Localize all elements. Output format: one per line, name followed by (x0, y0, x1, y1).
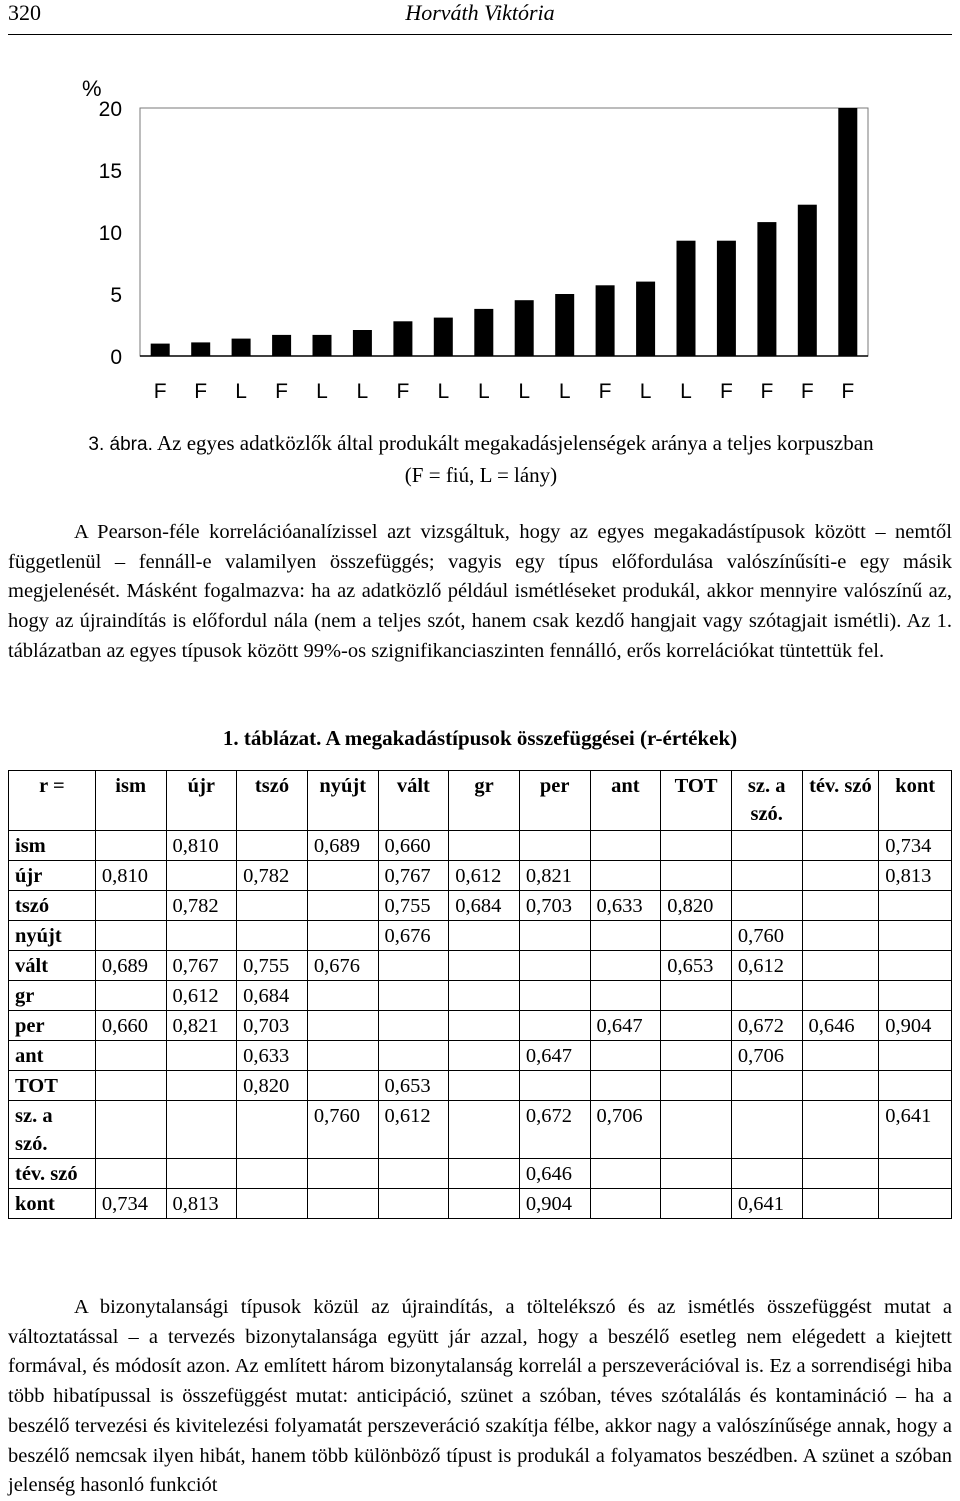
x-tick-label: F (760, 380, 774, 403)
column-header: TOT (661, 771, 732, 831)
table-cell (879, 951, 952, 981)
table-cell: 0,653 (378, 1071, 449, 1101)
x-tick-label: F (598, 380, 612, 403)
table-cell (661, 1041, 732, 1071)
table-cell (307, 861, 378, 891)
correlation-table (8, 770, 952, 1219)
x-tick-label: L (518, 380, 531, 403)
table-cell (879, 921, 952, 951)
row-header: ism (9, 831, 96, 861)
x-tick-label: L (680, 380, 692, 403)
column-header: tszó (237, 771, 308, 831)
column-header: kont (879, 771, 952, 831)
table-cell (307, 921, 378, 951)
table-cell (307, 981, 378, 1011)
table-cell: 0,734 (95, 1189, 166, 1219)
x-tick-label: L (477, 380, 490, 403)
row-header: ant (9, 1041, 96, 1071)
bar (272, 335, 291, 356)
table-cell: 0,782 (237, 861, 308, 891)
table-cell: 0,633 (590, 891, 661, 921)
table-cell (731, 831, 802, 861)
figure-caption (14, 428, 948, 491)
table-cell (378, 1011, 449, 1041)
table-cell (449, 1101, 520, 1159)
table-cell (590, 1071, 661, 1101)
row-header: sz. a szó. (9, 1101, 96, 1159)
paragraph-2-text: A bizonytalansági típusok közül az újraindítás, a töltelékszó és az ismétlés összefüggést mutat a változtatással – a tervezés bizonytalansága együtt jár azzal, hogy a beszélő esetleg nem elégedett a kiejtett formával, és módosít azon. Az említett három bizonytalanság korrelál a perszeverációval is. Ez a sorrendiségi hiba több hibatípussal is összefüggést mutat: anticipáció, szünet a szóban, téves szótalálás és kontamináció – ha a beszélő tervezési és kivitelezési folyamatát perszeveráció szakítja félbe, akkor nagy a valószínűsége annak, hogy a beszélő nemcsak ilyen hibát, hanem több különböző típust is produkál a folyamatos beszédben. A szünet a szóban jelenség hasonló funkciót (8, 1296, 952, 1497)
table-cell: 0,676 (307, 951, 378, 981)
table-cell (519, 1071, 590, 1101)
x-tick-label: L (356, 380, 369, 403)
table-cell (378, 1041, 449, 1071)
bar (151, 344, 170, 356)
table-cell (449, 1189, 520, 1219)
table-cell (95, 1071, 166, 1101)
x-tick-label: L (235, 380, 247, 403)
table-title: 1. táblázat. A megakadástípusok összefüggései (r-értékek) (222, 726, 738, 750)
table-cell (237, 831, 308, 861)
table-cell: 0,821 (166, 1011, 237, 1041)
table-cell: 0,703 (519, 891, 590, 921)
table-cell (449, 1011, 520, 1041)
table-cell: 0,633 (237, 1041, 308, 1071)
table-cell (590, 981, 661, 1011)
table-cell (590, 1189, 661, 1219)
paragraph-2 (8, 1293, 952, 1501)
column-header: nyújt (307, 771, 378, 831)
table-row (9, 831, 952, 861)
table-cell (237, 1101, 308, 1159)
table-row (9, 1041, 952, 1071)
table-cell: 0,672 (519, 1101, 590, 1159)
table-cell (449, 831, 520, 861)
table-row (9, 981, 952, 1011)
table-cell (802, 1159, 879, 1189)
bar (555, 294, 574, 356)
table-cell (166, 1071, 237, 1101)
table-cell: 0,810 (95, 861, 166, 891)
bar (353, 330, 372, 356)
table-cell (661, 1189, 732, 1219)
table-cell (95, 891, 166, 921)
table-row (9, 1011, 952, 1041)
table-cell (731, 1071, 802, 1101)
page-number: 320 (8, 0, 41, 25)
column-header: sz. a szó. (731, 771, 802, 831)
table-row (9, 861, 952, 891)
table-row (9, 951, 952, 981)
table-cell (661, 1101, 732, 1159)
table-cell (237, 1159, 308, 1189)
x-tick-label: F (719, 380, 733, 403)
x-tick-label: F (275, 380, 289, 403)
table-cell (449, 921, 520, 951)
table-cell (166, 861, 237, 891)
table-cell (307, 891, 378, 921)
table-cell (802, 1189, 879, 1219)
table-cell: 0,904 (879, 1011, 952, 1041)
table-cell (590, 951, 661, 981)
table-cell (166, 921, 237, 951)
column-header: r = (9, 771, 96, 831)
table-cell (95, 981, 166, 1011)
table-cell (802, 1071, 879, 1101)
x-tick-label: F (153, 380, 167, 403)
table-cell: 0,612 (378, 1101, 449, 1159)
bar (838, 108, 857, 356)
table-cell (307, 1071, 378, 1101)
bar (313, 335, 332, 356)
table-cell (879, 891, 952, 921)
table-cell (519, 831, 590, 861)
x-tick-label: L (316, 380, 328, 403)
bar (191, 342, 210, 356)
x-tick-label: F (841, 380, 855, 403)
x-tick-label: L (437, 380, 450, 403)
table-cell (449, 981, 520, 1011)
row-header: per (9, 1011, 96, 1041)
table-cell (166, 1041, 237, 1071)
table-cell (95, 1041, 166, 1071)
table-cell (661, 861, 732, 891)
table-cell (166, 1101, 237, 1159)
running-head-author: Horváth Viktória (405, 0, 555, 25)
table-cell: 0,676 (378, 921, 449, 951)
table-cell (519, 921, 590, 951)
table-cell: 0,706 (731, 1041, 802, 1071)
table-cell (307, 1041, 378, 1071)
table-cell (590, 831, 661, 861)
bar (232, 339, 251, 356)
table-cell (590, 921, 661, 951)
table-row (9, 921, 952, 951)
table-cell (95, 831, 166, 861)
table-cell: 0,653 (661, 951, 732, 981)
table-cell (378, 981, 449, 1011)
table-cell (237, 921, 308, 951)
table-cell (590, 1159, 661, 1189)
table-cell (661, 831, 732, 861)
table-cell: 0,612 (166, 981, 237, 1011)
y-axis-unit-label: % (82, 76, 102, 101)
table-cell: 0,810 (166, 831, 237, 861)
table-cell (879, 1041, 952, 1071)
table-cell (449, 1041, 520, 1071)
table-cell (802, 981, 879, 1011)
table-cell: 0,782 (166, 891, 237, 921)
x-tick-label: L (639, 380, 652, 403)
table-cell (802, 951, 879, 981)
table-cell (449, 1071, 520, 1101)
table-cell (802, 861, 879, 891)
table-row (9, 1071, 952, 1101)
bar (596, 285, 615, 356)
table-cell (519, 951, 590, 981)
bar-chart (0, 0, 960, 420)
table-cell: 0,755 (378, 891, 449, 921)
table-cell: 0,820 (661, 891, 732, 921)
figure-label: 3. ábra. (88, 434, 153, 455)
table-cell (661, 981, 732, 1011)
table-cell: 0,684 (237, 981, 308, 1011)
table-row (9, 1189, 952, 1219)
table-cell: 0,760 (731, 921, 802, 951)
table-cell: 0,612 (449, 861, 520, 891)
table-cell: 0,755 (237, 951, 308, 981)
table-cell: 0,820 (237, 1071, 308, 1101)
column-header: gr (449, 771, 520, 831)
table-cell (731, 1159, 802, 1189)
row-header: nyújt (9, 921, 96, 951)
table-cell (802, 831, 879, 861)
table-cell (802, 1041, 879, 1071)
table-row (9, 1101, 952, 1159)
table-cell: 0,767 (166, 951, 237, 981)
table-cell: 0,703 (237, 1011, 308, 1041)
column-header: per (519, 771, 590, 831)
table-cell (95, 921, 166, 951)
table-cell (307, 1159, 378, 1189)
table-cell: 0,689 (95, 951, 166, 981)
table-cell: 0,767 (378, 861, 449, 891)
column-header: vált (378, 771, 449, 831)
bar (798, 205, 817, 356)
paragraph-1-text: A Pearson-féle korrelációanalízissel azt vizsgáltuk, hogy az egyes megakadástípusok között – nemtől függetlenül – fennáll-e valamilyen összefüggés; vagyis egy típus előfordulása valószínűsíti-e egy másik megjelenését. Másként fogalmazva: ha az adatközlő például ismétléseket produkál, akkor mennyire valószínű az, hogy az újraindítás is előfordul nála (nem a teljes szót, hanem csak kezdő hangjait vagy szótagjait ismétli). Az 1. táblázatban az egyes típusok között 99%-os szignifikanciaszinten fennálló, erős korrelációkat tüntettük fel. (8, 521, 952, 662)
table-cell: 0,646 (519, 1159, 590, 1189)
row-header: kont (9, 1189, 96, 1219)
bar (636, 282, 655, 356)
table-cell: 0,813 (166, 1189, 237, 1219)
table-cell: 0,647 (590, 1011, 661, 1041)
y-tick-label: 0 (110, 346, 122, 369)
y-tick-label: 20 (98, 98, 122, 121)
table-cell (879, 1189, 952, 1219)
table-cell (237, 1189, 308, 1219)
row-header: vált (9, 951, 96, 981)
column-header: ant (590, 771, 661, 831)
table-cell (802, 921, 879, 951)
table-cell: 0,660 (378, 831, 449, 861)
table-cell (378, 951, 449, 981)
table-cell: 0,672 (731, 1011, 802, 1041)
table-cell (166, 1159, 237, 1189)
table-cell (519, 981, 590, 1011)
table-cell (661, 1159, 732, 1189)
x-tick-label: F (800, 380, 814, 403)
x-tick-label: F (194, 380, 208, 403)
table-cell (879, 981, 952, 1011)
table-cell: 0,813 (879, 861, 952, 891)
table-cell (879, 1159, 952, 1189)
row-header: tszó (9, 891, 96, 921)
table-cell: 0,904 (519, 1189, 590, 1219)
table-cell (661, 1071, 732, 1101)
table-cell: 0,821 (519, 861, 590, 891)
bar (677, 241, 696, 356)
table-cell: 0,641 (879, 1101, 952, 1159)
bar (757, 222, 776, 356)
table-cell: 0,734 (879, 831, 952, 861)
table-cell: 0,706 (590, 1101, 661, 1159)
table-cell (731, 861, 802, 891)
table-cell (237, 891, 308, 921)
table-cell (731, 981, 802, 1011)
bar (474, 309, 493, 356)
row-header: újr (9, 861, 96, 891)
y-tick-label: 5 (110, 284, 122, 307)
table-cell: 0,684 (449, 891, 520, 921)
table-cell (378, 1189, 449, 1219)
x-tick-label: F (396, 380, 410, 403)
table-cell (519, 1011, 590, 1041)
column-header: tév. szó (802, 771, 879, 831)
table-cell: 0,760 (307, 1101, 378, 1159)
table-row (9, 891, 952, 921)
y-tick-label: 15 (98, 160, 122, 183)
row-header: tév. szó (9, 1159, 96, 1189)
column-header: ism (95, 771, 166, 831)
figure-caption-legend: (F = fiú, L = lány) (404, 463, 558, 487)
row-header: gr (9, 981, 96, 1011)
column-header: újr (166, 771, 237, 831)
bar (717, 241, 736, 356)
table-cell (802, 1101, 879, 1159)
bar (393, 321, 412, 356)
table-cell: 0,641 (731, 1189, 802, 1219)
table-cell (95, 1101, 166, 1159)
table-cell (661, 1011, 732, 1041)
table-cell (731, 891, 802, 921)
row-header: TOT (9, 1071, 96, 1101)
bar (434, 318, 453, 356)
table-cell (449, 1159, 520, 1189)
table-row (9, 1159, 952, 1189)
table-cell: 0,689 (307, 831, 378, 861)
table-cell (307, 1011, 378, 1041)
table-cell (95, 1159, 166, 1189)
table-cell (879, 1071, 952, 1101)
table-cell (307, 1189, 378, 1219)
table-cell: 0,647 (519, 1041, 590, 1071)
paragraph-1 (8, 518, 952, 667)
table-cell (590, 1041, 661, 1071)
table-cell (590, 861, 661, 891)
table-cell (378, 1159, 449, 1189)
table-cell (731, 1101, 802, 1159)
table-cell: 0,660 (95, 1011, 166, 1041)
figure-caption-text: Az egyes adatközlők által produkált megakadásjelenségek aránya a teljes korpuszban (156, 431, 874, 455)
table-cell (802, 891, 879, 921)
x-tick-label: L (558, 380, 571, 403)
table-cell (449, 951, 520, 981)
y-tick-label: 10 (98, 222, 122, 245)
bar (515, 300, 534, 356)
table-cell: 0,646 (802, 1011, 879, 1041)
table-cell: 0,612 (731, 951, 802, 981)
table-cell (661, 921, 732, 951)
